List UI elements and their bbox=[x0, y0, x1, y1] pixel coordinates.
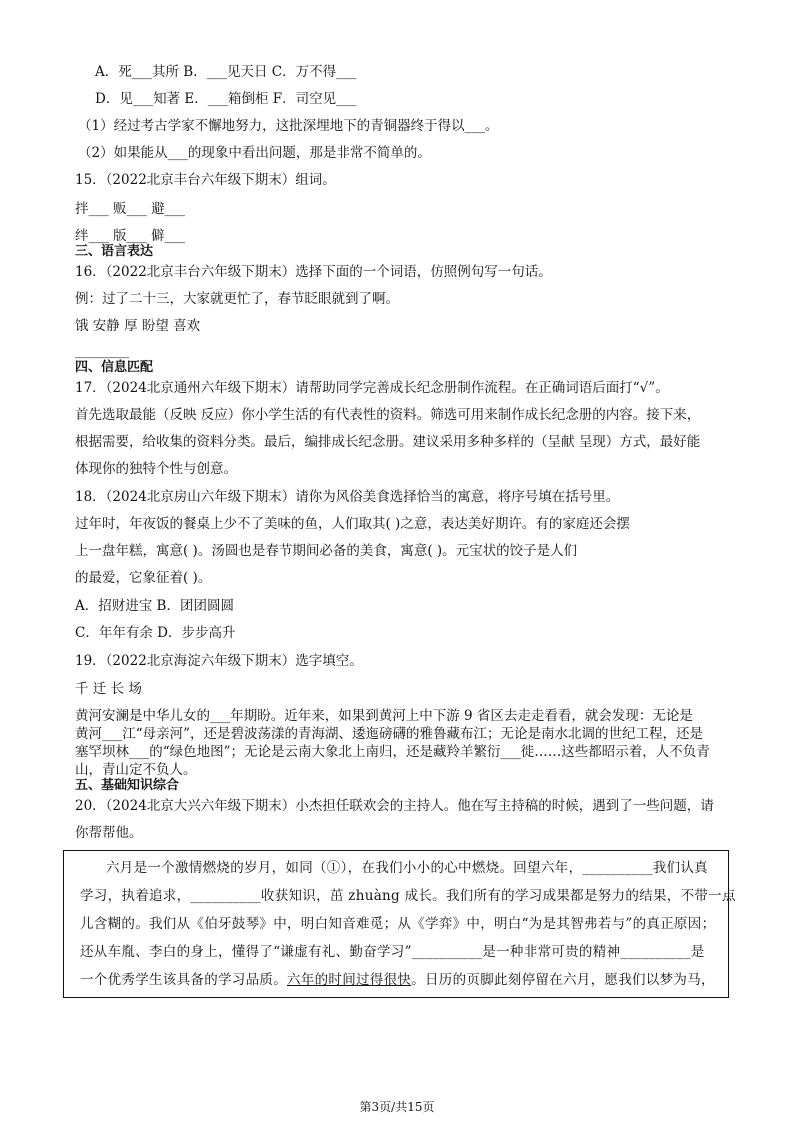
box-line2: 学习，执着追求，__________收获知识，茁 zhuàng 成长。我们所有的学习成果都是努力的结果，不带一点 bbox=[80, 888, 736, 904]
q16-answer-line: ________ bbox=[75, 343, 129, 359]
q19-stem: 19．（2022北京海淀六年级下期末）选字填空。 bbox=[75, 653, 363, 669]
q19-line1: 黄河安澜是中华儿女的___年期盼。近年来，如果到黄河上中下游 9 省区去走走看看，就会发现：无论是 bbox=[75, 708, 693, 724]
q14-sub1: （1）经过考古学家不懈地努力，这批深埋地下的青铜器终于得以___。 bbox=[78, 118, 499, 134]
q17-stem: 17．（2024北京通州六年级下期末）请帮助同学完善成长纪念册制作流程。在正确词语后面打“√”。 bbox=[75, 380, 669, 396]
q18-line2: 过年时，年夜饭的餐桌上少不了美味的鱼，人们取其( )之意，表达美好期许。有的家庭还会摆 bbox=[75, 516, 630, 532]
q17-line4: 体现你的独特个性与创意。 bbox=[75, 461, 237, 477]
section-5-title: 五、基础知识综合 bbox=[75, 778, 180, 793]
box-line5-c: 。日历的页脚此刻停留在六月，愿我们以梦为马， bbox=[411, 972, 715, 988]
q20-stem-line2: 你帮帮他。 bbox=[75, 825, 143, 841]
box-line3: 儿含糊的。我们从《伯牙鼓琴》中，明白知音难觅；从《学弈》中，明白“为是其智弗若与”的真正原因； bbox=[80, 916, 716, 932]
q16-words: 饿 安静 厚 盼望 喜欢 bbox=[75, 318, 201, 334]
q15-row2: 绊___ 版___ 僻___ bbox=[75, 228, 185, 244]
q16-stem: 16．（2022北京丰台六年级下期末）选择下面的一个词语，仿照例句写一句话。 bbox=[75, 264, 552, 280]
q18-line4: 的最爱，它象征着( )。 bbox=[75, 570, 212, 586]
box-line5 bbox=[80, 970, 715, 990]
section-4-title: 四、信息匹配 bbox=[75, 360, 154, 375]
q19-chars: 千 迁 长 场 bbox=[75, 681, 142, 697]
q19-line4: 山，青山定不负人。 bbox=[75, 762, 197, 778]
q20-stem-line1: 20．（2024北京大兴六年级下期末）小杰担任联欢会的主持人。他在写主持稿的时候，遇到了一些问题，请 bbox=[75, 798, 714, 814]
q19-line3: 塞罕坝林___的“绿色地图”；无论是云南大象北上南归，还是藏羚羊繁衍___徙……这些都昭示着，人不负青 bbox=[75, 744, 710, 760]
q16-example: 例：过了二十三，大家就更忙了，春节眨眼就到了啊。 bbox=[75, 291, 399, 307]
q18-options-cd: C．年年有余 D．步步高升 bbox=[75, 625, 236, 641]
box-underlined-sentence: 六年的时间过得很快 bbox=[287, 972, 412, 988]
q17-line3: 根据需要，给收集的资料分类。最后，编排成长纪念册。建议采用多种多样的（呈献 呈现）方式，最好能 bbox=[75, 434, 701, 450]
q18-stem: 18．（2024北京房山六年级下期末）请你为风俗美食选择恰当的寓意，将序号填在括号里。 bbox=[75, 489, 620, 505]
q15-row1: 拌___ 贩___ 避___ bbox=[75, 201, 185, 217]
q14-options-line2: D．见___知著 E．___箱倒柜 F．司空见___ bbox=[95, 91, 357, 107]
box-line5-a: 一个优秀学生该具备的学习品质。 bbox=[80, 972, 287, 988]
box-line4: 还从车胤、李白的身上，懂得了“谦虚有礼、勤奋学习”__________是一种非常可贵的精神__________是 bbox=[80, 944, 705, 960]
q17-line2: 首先选取最能（反映 反应）你小学生活的有代表性的资料。筛选可用来制作成长纪念册的内容。接下来， bbox=[75, 407, 701, 423]
box-line1: 六月是一个激情燃烧的岁月，如同（①），在我们小小的心中燃烧。回望六年，__________我们认真 bbox=[106, 860, 708, 876]
q18-line3: 上一盘年糕，寓意( )。汤圆也是春节期间必备的美食，寓意( )。元宝状的饺子是人们 bbox=[75, 543, 578, 559]
q14-options-line1: A．死___其所 B．___见天日 C．万不得___ bbox=[95, 64, 357, 80]
page-footer: 第3页/共15页 bbox=[359, 1100, 435, 1114]
q18-options-ab: A．招财进宝 B．团团圆圆 bbox=[75, 598, 234, 614]
q19-line2: 黄河___江“母亲河”，还是碧波荡漾的青海湖、逶迤磅礴的雅鲁藏布江；无论是南水北调的世纪工程，还是 bbox=[75, 726, 704, 742]
q15-stem: 15．（2022北京丰台六年级下期末）组词。 bbox=[75, 172, 336, 188]
q14-sub2: （2）如果能从___的现象中看出问题，那是非常不简单的。 bbox=[78, 145, 431, 161]
section-3-title: 三、语言表达 bbox=[75, 244, 154, 259]
